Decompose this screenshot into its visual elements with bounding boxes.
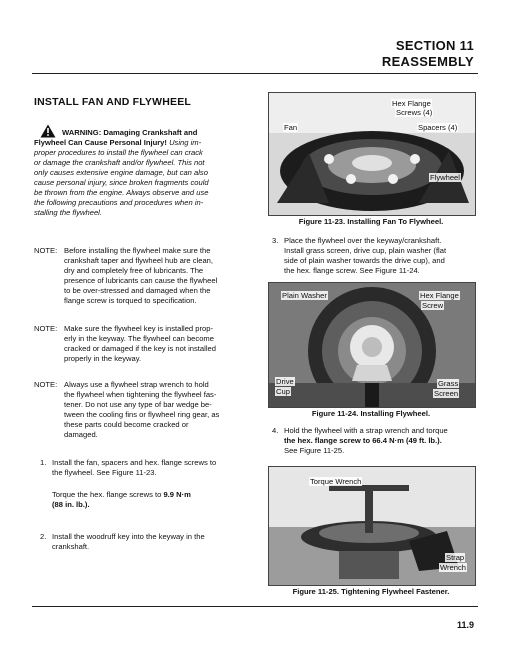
warning-title: WARNING: Damaging Crankshaft and (62, 128, 198, 137)
warning-text: Flywheel Can Cause Personal Injury! Using im- proper procedures to install the flywheel can crack or damage the crankshaft and/or flywheel. This not only causes extensive engine damage, but can also cause personal injury, since broken fragments could be thrown from the engine. Always observe and use the following precautions and procedures when in- stalling the flywheel. (34, 138, 209, 217)
label-wrench: Wrench (440, 563, 467, 572)
footer-rule (32, 606, 478, 607)
step-text: Install the fan, spacers and hex. flange screws to the flywheel. See Figure 11-23. (52, 458, 217, 477)
figure-11-23-caption: Figure 11-23. Installing Fan To Flywheel. (298, 217, 444, 226)
label-screws: Screws (4) (396, 108, 433, 117)
fan-flywheel-illustration (269, 93, 475, 215)
label-flywheel: Flywheel (430, 173, 460, 182)
label-hex-flange: Hex Flange (420, 291, 459, 300)
header-rule (32, 73, 478, 74)
label-hex-flange: Hex Flange (392, 99, 431, 108)
step-number: 2. (40, 532, 47, 541)
figure-11-25-photo (268, 466, 476, 586)
figure-11-24-photo (268, 282, 476, 408)
note-label: NOTE: (34, 324, 58, 333)
warning-triangle-icon (40, 124, 56, 138)
step-number: 1. (40, 458, 47, 467)
label-drive: Drive (276, 377, 294, 386)
label-screw: Screw (422, 301, 444, 310)
label-screen: Screen (434, 389, 459, 398)
torque-spec: Torque the hex. flange screws to 9.9 N·m (88 in. lb.). (52, 490, 191, 509)
label-cup: Cup (276, 387, 290, 396)
page-number: 11.9 (456, 620, 474, 630)
step-number: 4. (272, 426, 279, 435)
step-text: Hold the flywheel with a strap wrench and torque the hex. flange screw to 66.4 N·m (49 ft. lb.). See Figure 11-25. (284, 426, 448, 455)
label-torque-wrench: Torque Wrench (310, 477, 362, 486)
figure-11-23-photo (268, 92, 476, 216)
label-grass: Grass (438, 379, 459, 388)
label-spacers: Spacers (4) (418, 123, 458, 132)
label-strap: Strap (446, 553, 465, 562)
note-body: Always use a flywheel strap wrench to hold the flywheel when tightening the flywheel fas- tener. Do not use any type of bar wedge be- tween the cooling fins or flywheel ring gear, as these parts could become cracked or damaged. (64, 380, 220, 439)
step-text: Install the woodruff key into the keyway in the crankshaft. (52, 532, 205, 551)
label-plain-washer: Plain Washer (282, 291, 327, 300)
section-title: REASSEMBLY (381, 54, 474, 69)
figure-11-24-caption: Figure 11-24. Installing Flywheel. (311, 409, 431, 418)
note-label: NOTE: (34, 380, 58, 389)
step-number: 3. (272, 236, 279, 245)
section-heading: INSTALL FAN AND FLYWHEEL (34, 96, 192, 108)
note-body: Before installing the flywheel make sure the crankshaft taper and flywheel hub are clean, dry and completely free of lubricants. The presence of lubricants can cause the flywheel to be over-stressed and damaged when the flange screw is torqued to specification. (64, 246, 218, 305)
step-text: Place the flywheel over the keyway/crankshaft. Install grass screen, drive cup, plain washer (flat side of plain washer towards the drive cup), and the hex. flange screw. See Figure 11-24. (284, 236, 447, 275)
label-fan: Fan (284, 123, 298, 132)
note-label: NOTE: (34, 246, 58, 255)
note-body: Make sure the flywheel key is installed prop- erly in the keyway. The flywheel can become cracked or damaged if the key is not installed properly in the keyway. (64, 324, 216, 363)
section-number: SECTION 11 (395, 38, 474, 53)
figure-11-25-caption: Figure 11-25. Tightening Flywheel Fastener. (292, 587, 450, 596)
